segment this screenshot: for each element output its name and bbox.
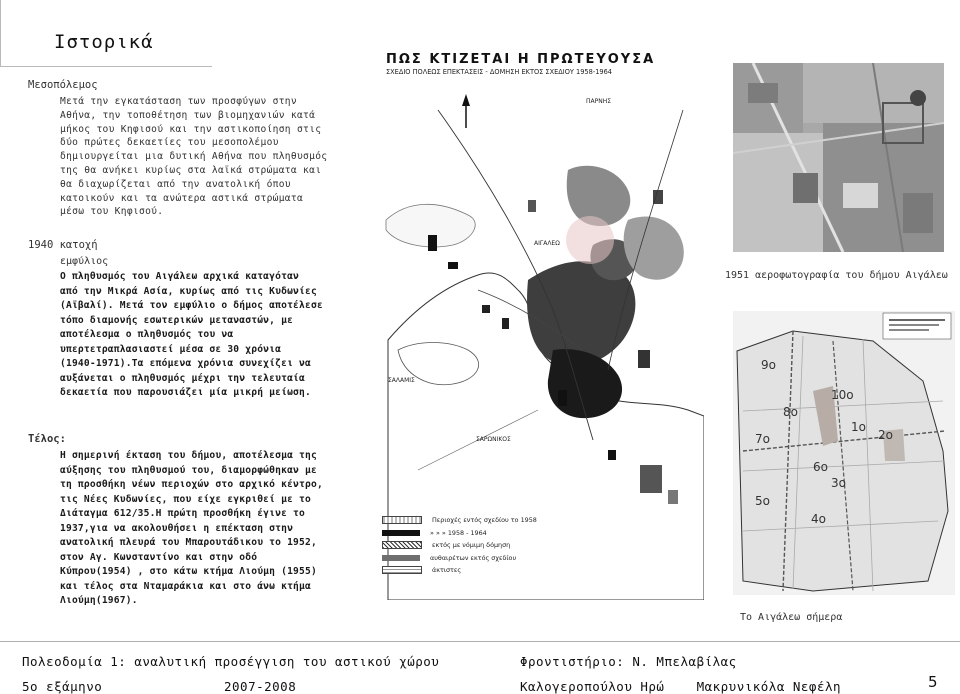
district-label: 10ο [831,388,854,402]
occupation-heading: 1940 κατοχή [28,239,98,251]
occupation-text: Ο πληθυσμός του Αιγάλεω αρχικά καταγόταν από την Μικρά Ασία, κυρίως από τις Κυδωνίες (Αϊβαλί). Μετά τον εμφύλιο ο δήμος αποτέλεσε τόπο διαμονής εσωτερικών μεταναστών, με αποτέλεσμα ο πληθυσμός του να υπερτετραπλασιαστεί μέσα σε 30 χρόνια (1940-1971).Τα επόμενα χρόνια συνεχίζει να αυξάνεται ο πληθυσμός μέχρι την τελευταία δεκαετία που παρουσιάζει μία μικρή μείωση. [60,271,323,398]
legend-swatch [382,541,422,549]
end-heading: Τέλος: [28,433,66,445]
footer-divider [0,641,960,642]
legend-item [382,552,642,565]
map-legend [382,514,642,577]
map-label-saronikos: ΣΑΡΩΝΙΚΟΣ [476,436,511,443]
legend-swatch [382,555,420,561]
legend-item [382,527,642,540]
interwar-heading: Μεσοπόλεμος [28,79,98,91]
page-number: 5 [928,673,938,691]
civil-war-subheading: εμφύλιος [60,256,109,267]
district-label: 4ο [811,512,826,526]
district-label: 3ο [831,476,846,490]
map-subtitle: ΣΧΕΔΙΟ ΠΟΛΕΩΣ ΕΠΕΚΤΑΣΕΙΣ - ΔΟΜΗΣΗ ΕΚΤΟΣ ΣΧΕΔΙΟΥ 1958-1964 [386,68,612,76]
legend-swatch [382,566,422,574]
district-label: 7ο [755,432,770,446]
district-label: 5ο [755,494,770,508]
city-plan-map [733,311,955,595]
legend-label: Περιοχές εντός σχεδίου το 1958 [432,516,537,525]
corner-rule-vertical [0,0,1,66]
authors: Καλογεροπούλου Ηρώ Μακρυνικόλα Νεφέλη [520,679,842,694]
legend-label: άκτιστες [432,566,462,575]
legend-swatch [382,516,422,524]
page-title: Ιστορικά [54,31,154,53]
district-label: 6ο [813,460,828,474]
corner-rule-horizontal [0,66,212,67]
tutorial-label: Φροντιστήριο: Ν. Μπελαβίλας [520,654,737,669]
legend-label: εκτός με νόμιμη δόμηση [432,541,511,550]
legend-item [382,539,642,552]
legend-item [382,564,642,577]
map-label-aigaleo: ΑΙΓΑΛΕΩ [534,240,560,247]
semester-label: 5ο εξάμηνο [22,679,103,694]
legend-swatch [382,530,420,536]
end-text: Η σημερινή έκταση του δήμου, αποτέλεσμα της αύξησης του πληθυσμού του, διαμορφώθηκαν με τη προσθήκη νέων περιοχών στο αρχικό κέντρο, τις Νέες Κυδωνίες, που είχε εγκριθεί με το Διάταγμα 612/35.Η πρώτη προσθήκη έγινε το 1937,για να ακολουθήσει η επέκταση στην ανατολική πλευρά του Μπαρουτάδικου το 1952, στον Αγ. Κωνσταντίνο και στην οδό Κύπρου(1954) , στο κάτω κτήμα Λιούμη (1955) και τέλος στα Νταμαράκια και στο άνω κτήμα Λιούμη(1967). [60,450,323,606]
aerial-caption: 1951 αεροφωτογραφία του δήμου Αιγάλεω [725,270,948,281]
plan-caption: Το Αιγάλεω σήμερα [740,612,843,623]
legend-item [382,514,642,527]
academic-year: 2007-2008 [224,679,297,694]
legend-label: » » » 1958 - 1964 [430,528,487,537]
district-label: 9ο [761,358,776,372]
north-arrow-icon [462,94,470,128]
district-label: 1ο [851,420,866,434]
interwar-text: Μετά την εγκατάσταση των προσφύγων στην Αθήνα, την τοποθέτηση των βιομηχανιών κατά μήκος του Κηφισού και την αστικοποίηση στις δύο πρώτες δεκαετίες του μεσοπολέμου δημιουργείται μια δυτική Αθήνα που πληθυσμός της θα ανήκει κυρίως στα λαϊκά στρώματα και θα διαχωρίζεται από την ανατολική όπου κατοικούν και τα ανώτερα αστικά στρώματα μέσω του Κηφισού. [60,96,328,218]
legend-label: αυθαιρέτων εκτός σχεδίου [430,553,517,562]
historical-map [378,50,704,600]
map-label-salamis: ΣΑΛΑΜΙΣ [388,377,415,384]
district-label: 2ο [878,428,893,442]
aerial-photo [733,63,944,252]
district-label: 8ο [783,405,798,419]
course-title: Πολεοδομία 1: αναλυτική προσέγγιση του αστικού χώρου [22,654,440,669]
map-title: ΠΩΣ ΚΤΙΖΕΤΑΙ Η ΠΡΩΤΕΥΟΥΣΑ [386,52,656,67]
map-label-parnis: ΠΑΡΝΗΣ [586,98,612,105]
